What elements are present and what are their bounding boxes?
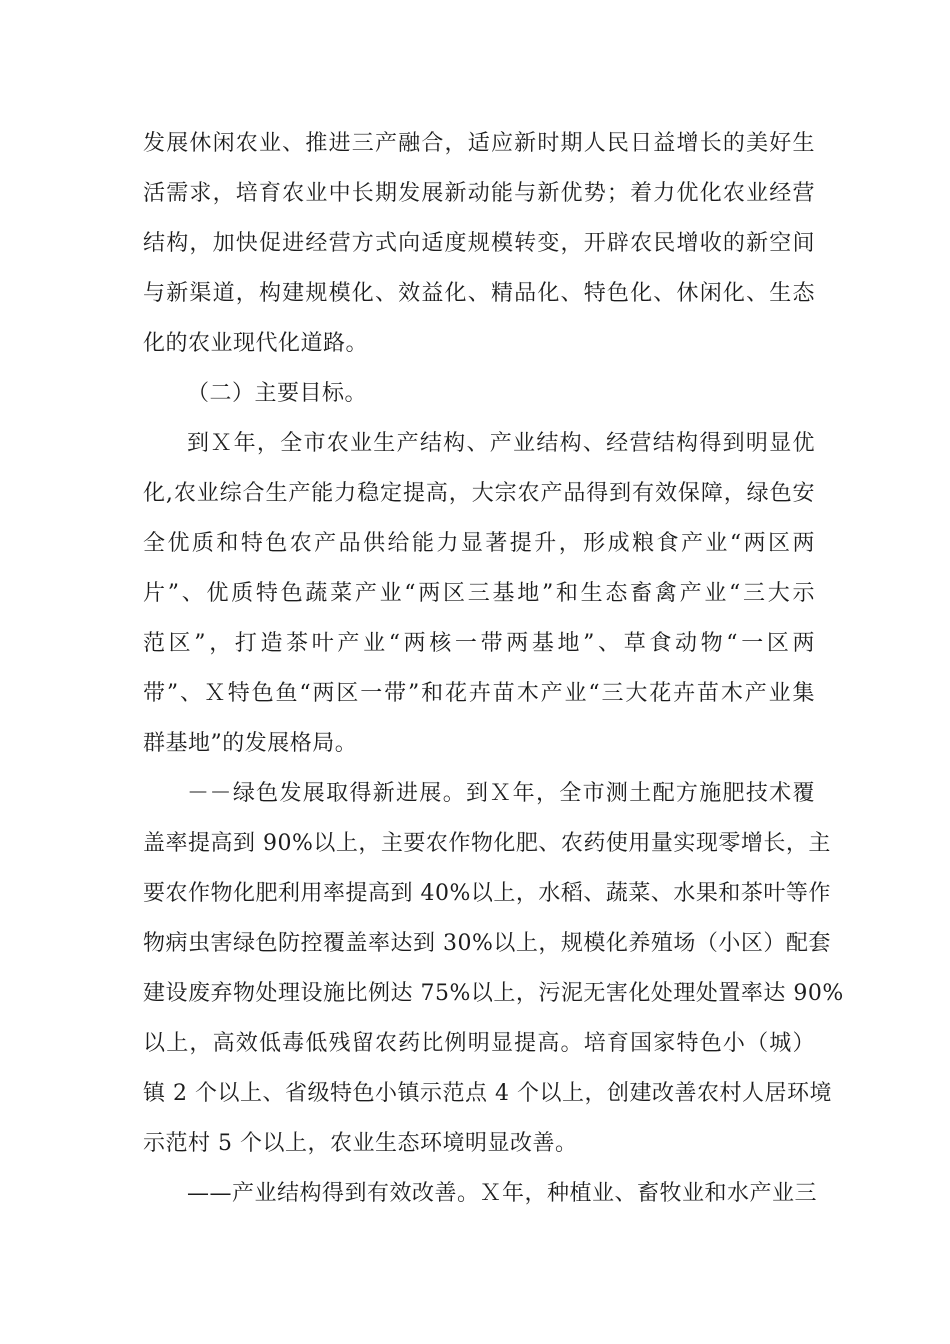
text-line: 化,农业综合生产能力稳定提高，大宗农产品得到有效保障，绿色安 [143,481,815,506]
paragraph-first-line: ——产业结构得到有效改善。Ｘ年，种植业、畜牧业和水产业三 [187,1181,818,1206]
text-line: 全优质和特色农产品供给能力显著提升，形成粮食产业“两区两 [143,531,815,556]
text-line: 化的农业现代化道路。 [143,331,369,356]
text-line: 以上，高效低毒低残留农药比例明显提高。培育国家特色小（城） [143,1031,815,1056]
paragraph-first-line: －－绿色发展取得新进展。到Ｘ年，全市测土配方施肥技术覆 [187,781,815,806]
text-line: 结构，加快促进经营方式向适度规模转变，开辟农民增收的新空间 [143,231,815,256]
text-line: 要农作物化肥利用率提高到 40%以上，水稻、蔬菜、水果和茶叶等作 [143,881,831,906]
text-line: 物病虫害绿色防控覆盖率达到 30%以上，规模化养殖场（小区）配套 [143,931,831,956]
text-line: 活需求，培育农业中长期发展新动能与新优势；着力优化农业经营 [143,181,815,206]
document-body [143,119,844,1219]
text-line: 盖率提高到 90%以上，主要农作物化肥、农药使用量实现零增长，主 [143,831,831,856]
section-heading: （二）主要目标。 [187,381,368,406]
text-line: 与新渠道，构建规模化、效益化、精品化、特色化、休闲化、生态 [143,281,815,306]
text-line: 建设废弃物处理设施比例达 75%以上，污泥无害化处理处置率达 90% [143,981,844,1006]
text-line: 范区”，打造茶叶产业“两核一带两基地”、草食动物“一区两 [143,631,815,656]
text-line: 示范村 5 个以上，农业生态环境明显改善。 [143,1131,578,1156]
text-line: 发展休闲农业、推进三产融合，适应新时期人民日益增长的美好生 [143,131,815,156]
text-line: 片”、优质特色蔬菜产业“两区三基地”和生态畜禽产业“三大示 [143,581,815,606]
text-line: 群基地”的发展格局。 [143,731,358,756]
text-line: 镇 2 个以上、省级特色小镇示范点 4 个以上，创建改善农村人居环境 [143,1081,832,1106]
text-line: 带”、Ｘ特色鱼“两区一带”和花卉苗木产业“三大花卉苗木产业集 [143,681,815,706]
paragraph-first-line: 到Ｘ年，全市农业生产结构、产业结构、经营结构得到明显优 [187,431,815,456]
